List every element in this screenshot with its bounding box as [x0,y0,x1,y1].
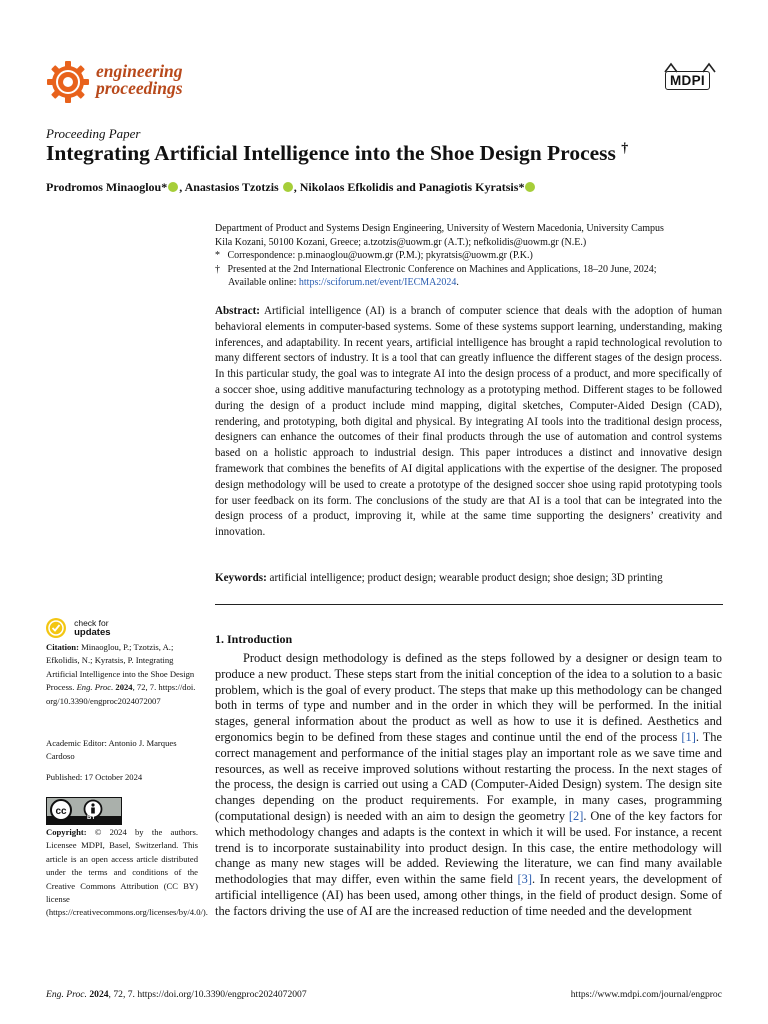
check-updates-icon [46,618,66,638]
cc-by-label: BY [87,815,96,821]
keywords [215,571,725,587]
paper-type: Proceeding Paper [46,126,141,141]
check-updates-line2: updates [74,626,111,638]
journal-name [96,63,183,97]
presented-line: Presented at the 2nd International Electronic Conference on Machines and Applications, 18–20 June, 2024; [227,263,657,275]
introduction-paragraph [215,651,722,920]
creative-commons-icon [47,798,121,824]
orcid-icon[interactable] [525,182,535,192]
orcid-icon[interactable] [283,182,293,192]
paper-title [46,141,628,166]
affiliations [215,222,725,290]
citation-text: Minaoglou, P.; Tzotzis, A.; Efkolidis, N.; Kyratsis, P. Integrating Artificial Intelligence into the Shoe Design Process. [46,642,195,693]
presented-mark: † [215,263,220,275]
corresponding-mark: * [518,180,525,194]
mdpi-logo[interactable] [665,70,710,89]
author-list [46,180,536,195]
journal-name-line2: proceedings [96,78,183,98]
paper-title-text: Integrating Artificial Intelligence into the Shoe Design Process [46,141,616,166]
section-divider [215,604,723,605]
academic-editor: Academic Editor: Antonio J. Marques Cardoso [46,738,177,762]
keywords-label: Keywords: [215,572,267,584]
corresponding-mark: * [161,180,168,194]
journal-name-line1: engineering [96,61,183,81]
author-name[interactable]: Anastasios Tzotzis [184,180,279,194]
author-separator: and [393,180,419,194]
check-updates-text [74,619,110,637]
citation-year: 2024 [115,682,133,693]
cc-by-license-badge[interactable] [46,797,122,825]
copyright-label: Copyright: [46,827,87,837]
svg-text:cc: cc [55,806,67,817]
reference-link[interactable]: [1] [681,729,696,744]
available-label: Available online: [228,277,299,288]
citation-doi-link[interactable]: https://doi.org/10.3390/engproc2024072007 [46,682,196,706]
copyright-text: © 2024 by the authors. Licensee MDPI, Basel, Switzerland. This article is an open access article distributed under the terms and conditions of the Creative Commons Attribution (CC BY) license (https://creativecommons.org/licenses/by/4.0/). [46,827,208,918]
author-separator: , [179,180,185,194]
footer-journal: Eng. Proc. [46,989,87,1000]
footer-doi[interactable]: , 72, 7. https://doi.org/10.3390/engproc2024072007 [108,989,307,1000]
author-name[interactable]: Panagiotis Kyratsis [418,180,519,194]
section-heading-introduction: 1. Introduction [215,632,293,646]
available-end: . [456,277,459,288]
citation-label: Citation: [46,642,79,652]
mdpi-logo-text: MDPI [665,71,710,90]
author-separator: , [293,180,300,194]
affiliation-line: Department of Product and Systems Design Engineering, University of Western Macedonia, University Campus [215,223,664,234]
reference-link[interactable]: [3] [517,872,532,887]
title-footnote-mark: † [621,141,629,156]
checkmark-icon [46,618,66,638]
check-updates-line1: check for [74,617,109,628]
copyright-notice [46,826,208,920]
abstract [215,304,722,541]
published-date: Published: 17 October 2024 [46,772,143,782]
citation-volume: , 72, 7. [132,682,157,693]
citation-journal: Eng. Proc. [76,682,114,693]
footer-year: 2024 [89,989,109,1000]
footer-journal-url[interactable]: https://www.mdpi.com/journal/engproc [570,989,722,1000]
correspondence-mark: * [215,250,220,261]
intro-text: . In recent years, the development of artificial intelligence (AI) has been used, among other things, in the field of product design. Some of the factors driving the use of AI are the increased reduction of time needed and the development [215,872,722,918]
author-name[interactable]: Prodromos Minaoglou [46,180,162,194]
intro-text: . One of the key factors for which methodology changes and adapts is the context in which it will be used. For instance, a recent trend is to incorporate sustainability into product design. In this case, the entire methodology will change as many new stages will be added. Reviewing the literature, we can find many available methodologies that may differ, even within the same field [215,808,722,887]
reference-link[interactable]: [2] [568,808,584,823]
intro-text: Product design methodology is defined as the steps followed by a designer or design team to produce a new product. These steps start from the initial conception of the idea to a solution to a basic problem, which is the goal of every product. The steps that make up this methodology can be changed both in terms of type and number and in the order in which they will be performed. In the initial stages, general information about the product as well as how to use it is defined. Aesthetics and ergonomics begin to be defined from these stages and continue until the end of the process [215,651,722,744]
correspondence-line: Correspondence: p.minaoglou@uowm.gr (P.M.); pkyratsis@uowm.gr (P.K.) [227,250,533,261]
affiliation-line: Kila Kozani, 50100 Kozani, Greece; a.tzotzis@uowm.gr (A.T.); nefkolidis@uowm.gr (N.E.) [215,236,587,248]
intro-text: . The correct management and performance of the initial stages play an important role as we save time and resources, as well as receive improved solutions without restarting the process. In the next stages of the process, the design is carried out using a CAD (Computer-Aided Design) system. The design site changes depending on the product requirements. For example, in many cases, programming (computational design) is needed with an aim to design the geometry [215,729,722,823]
keywords-text: artificial intelligence; product design; wearable product design; shoe design; 3D printing [269,572,663,584]
footer-citation [46,989,307,1000]
abstract-text: Artificial intelligence (AI) is a branch of computer science that deals with the adoption of human behavioral elements in computer-based systems. Some of these systems support learning, understanding, making inferences, and adaptability. In recent years, artificial intelligence has brought a rapid technological revolution to many different sectors of industry. It is a tool that can greatly influence the different stages of the design process. In this particular study, the goal was to integrate AI into the design process of a product, and more specifically of a soccer shoe, using additive manufacturing technology as a prototyping method. Different stages to be followed during the design of a product include mind mapping, digital sketches, Computer-Aided Design (CAD), rendering, and prototyping, both digital and physical. By integrating AI tools into the traditional design process, designers can enhance the outcomes of their final products through the use of automation and control systems based on a holistic approach to industrial design. This paper introduces a distinct and innovative design framework that combines the benefits of AI digital applications with the expertise of the designer. The proposed design methodology will be used to create a prototype of the designed soccer shoe using rapid prototyping tools for user feedback on its form. The conclusions of the study are that AI is a tool that can be integrated into the design process of a product, improving it, while at the same time supporting the designers’ creativity and innovation. [215,305,722,539]
engineering-proceedings-gear-icon [46,60,90,104]
check-for-updates-button[interactable] [46,617,111,638]
author-name[interactable]: Nikolaos Efkolidis [299,180,394,194]
conference-link[interactable]: https://sciforum.net/event/IECMA2024 [298,277,457,288]
abstract-label: Abstract: [215,305,260,317]
orcid-icon[interactable] [168,182,178,192]
citation [46,641,198,708]
